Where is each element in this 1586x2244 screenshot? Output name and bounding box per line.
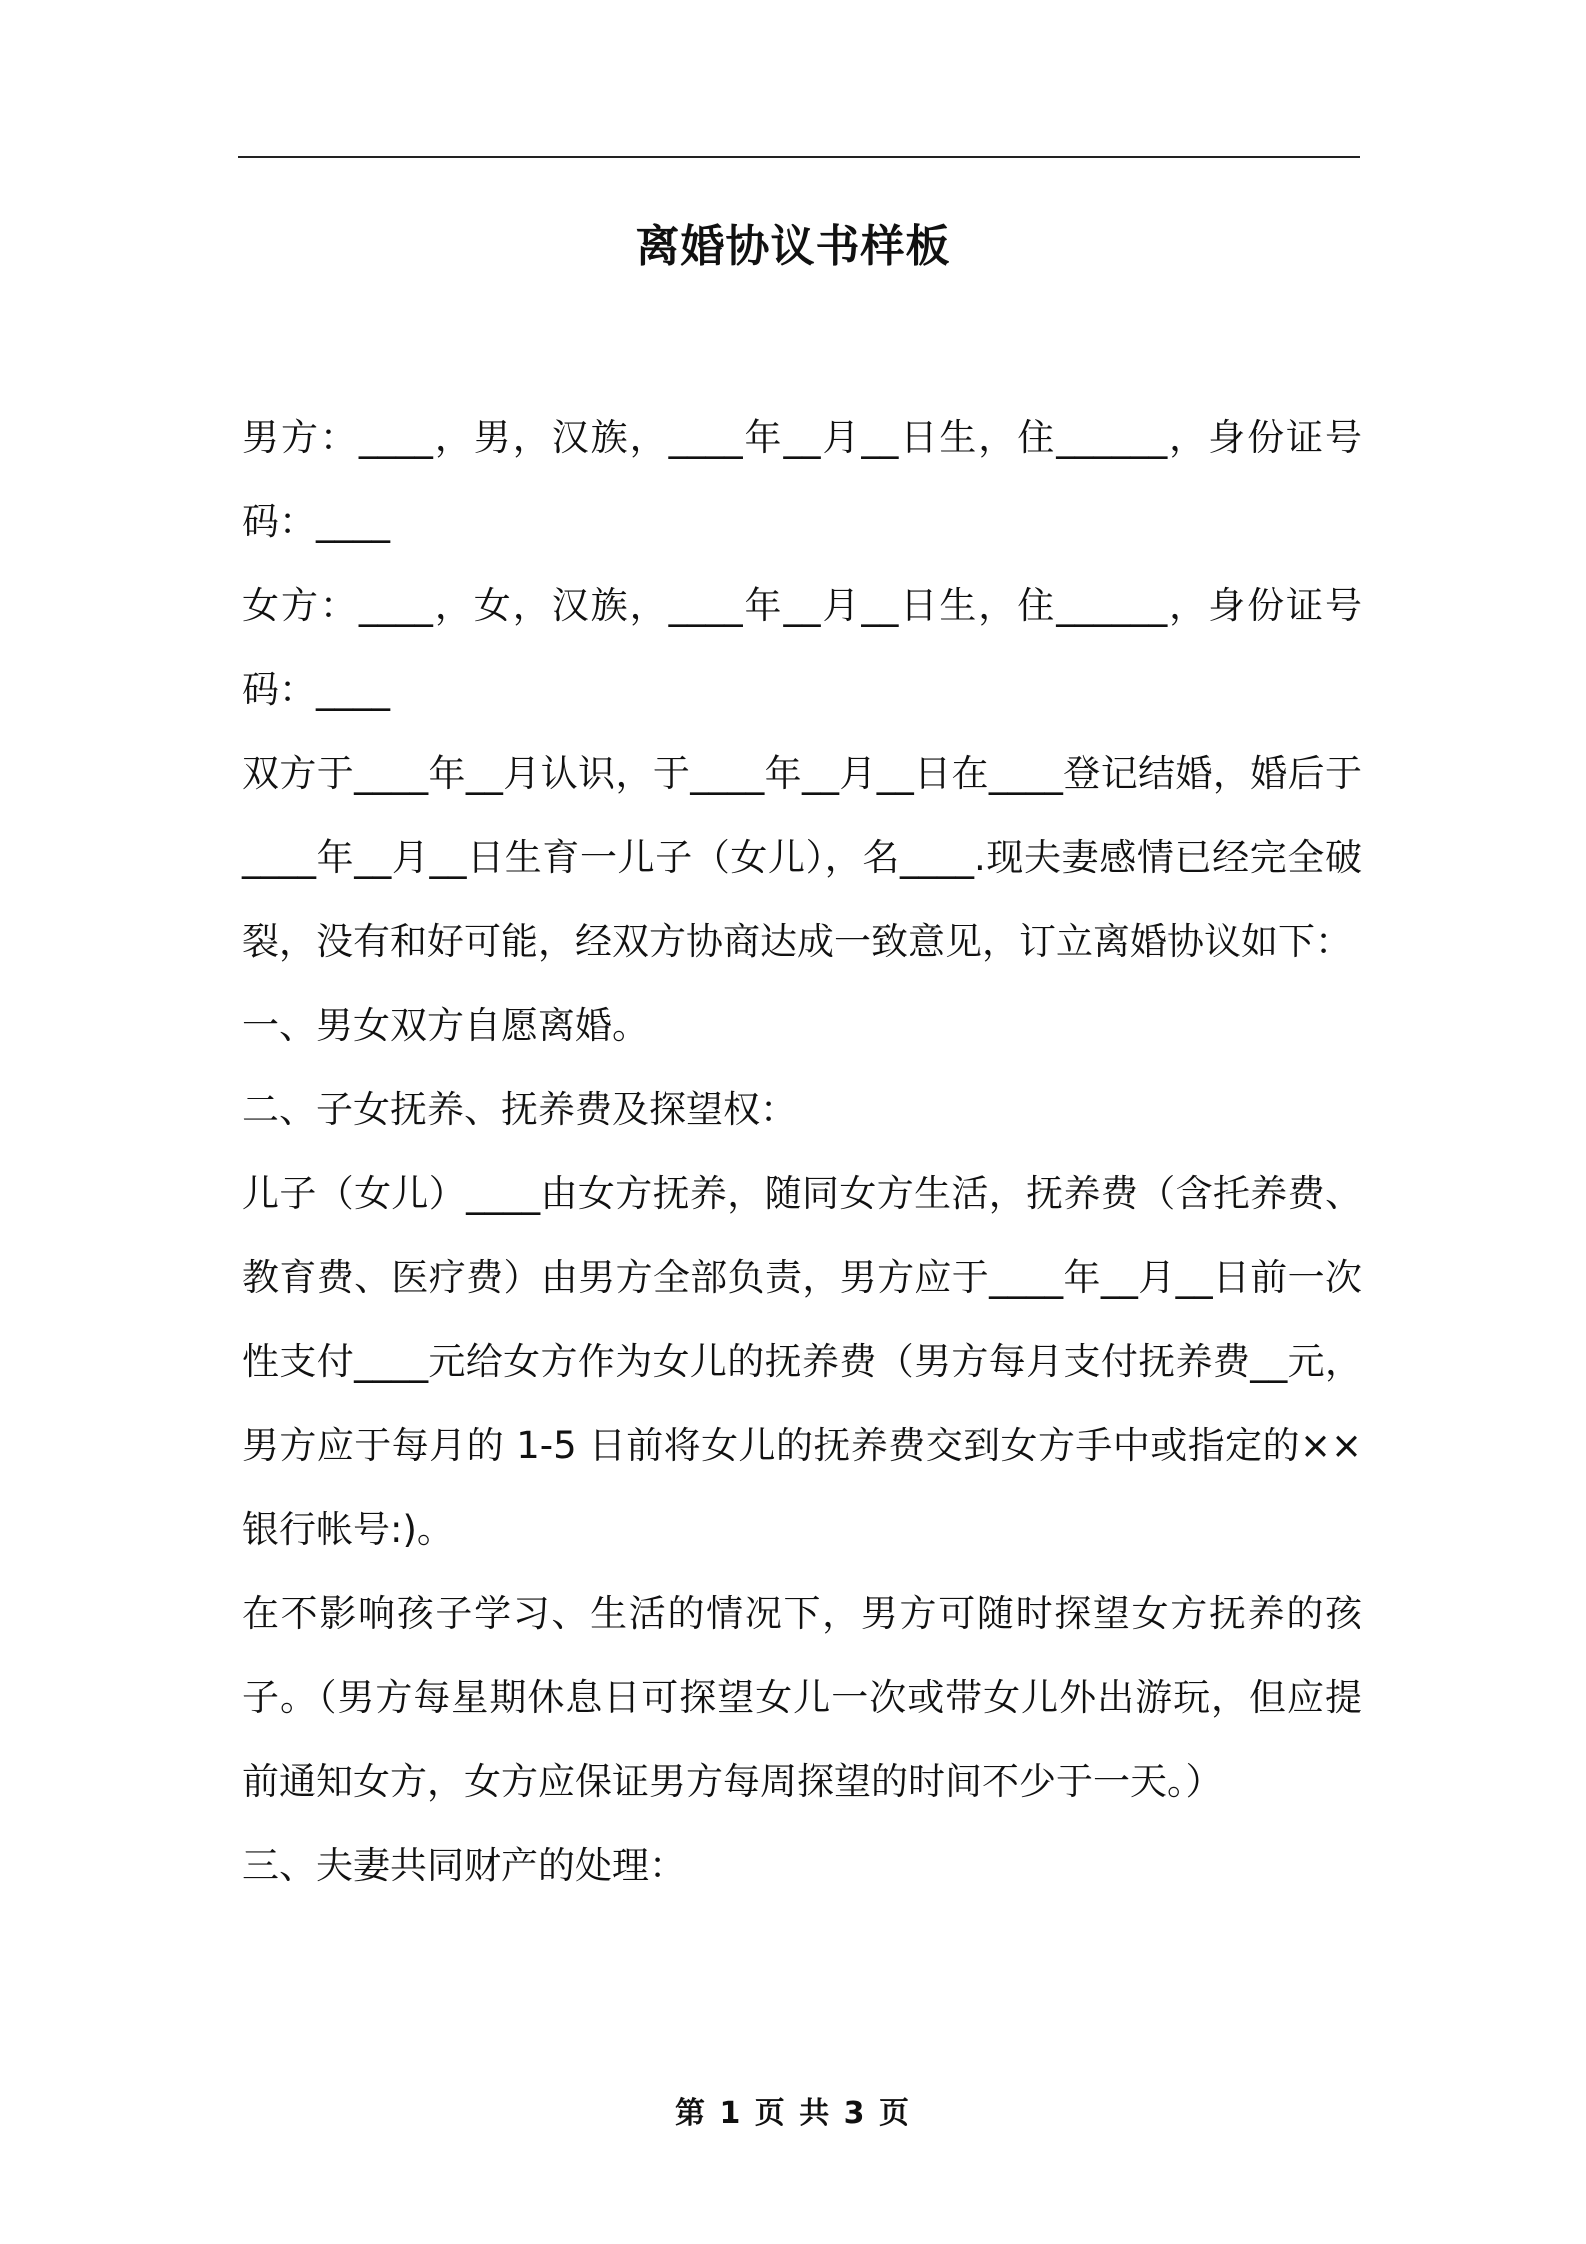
header-rule: [238, 156, 1360, 158]
paragraph-marriage-background: 双方于____年__月认识，于____年__月__日在____登记结婚，婚后于____年__月__日生育一儿子（女儿），名____.现夫妻感情已经完全破裂，没有和好可能，经双方协商达成一致意见，订立离婚协议如下：: [242, 752, 1362, 963]
document-title: 离婚协议书样板: [635, 221, 951, 272]
page-number: 第 1 页 共 3 页: [675, 2096, 911, 2131]
paragraph-clause-2-heading: 二、子女抚养、抚养费及探望权：: [242, 1088, 797, 1131]
paragraph-male-party: 男方：____，男，汉族，____年__月__日生，住______，身份证号码：____: [242, 416, 1362, 543]
paragraph-clause-3-heading: 三、夫妻共同财产的处理：: [242, 1844, 686, 1887]
paragraph-visitation: 在不影响孩子学习、生活的情况下，男方可随时探望女方抚养的孩子。（男方每星期休息日可探望女儿一次或带女儿外出游玩，但应提前通知女方，女方应保证男方每周探望的时间不少于一天。）: [242, 1592, 1362, 1803]
paragraph-female-party: 女方：____，女，汉族，____年__月__日生，住______，身份证号码：____: [242, 584, 1362, 711]
document-body: [242, 396, 1362, 1908]
paragraph-child-support: 儿子（女儿）____由女方抚养，随同女方生活，抚养费（含托养费、教育费、医疗费）由男方全部负责，男方应于____年__月__日前一次性支付____元给女方作为女儿的抚养费（男方每月支付抚养费__元，男方应于每月的 1-5 日前将女儿的抚养费交到女方手中或指定的××银行帐号:)。: [242, 1172, 1362, 1551]
paragraph-clause-1: 一、男女双方自愿离婚。: [242, 1004, 649, 1047]
